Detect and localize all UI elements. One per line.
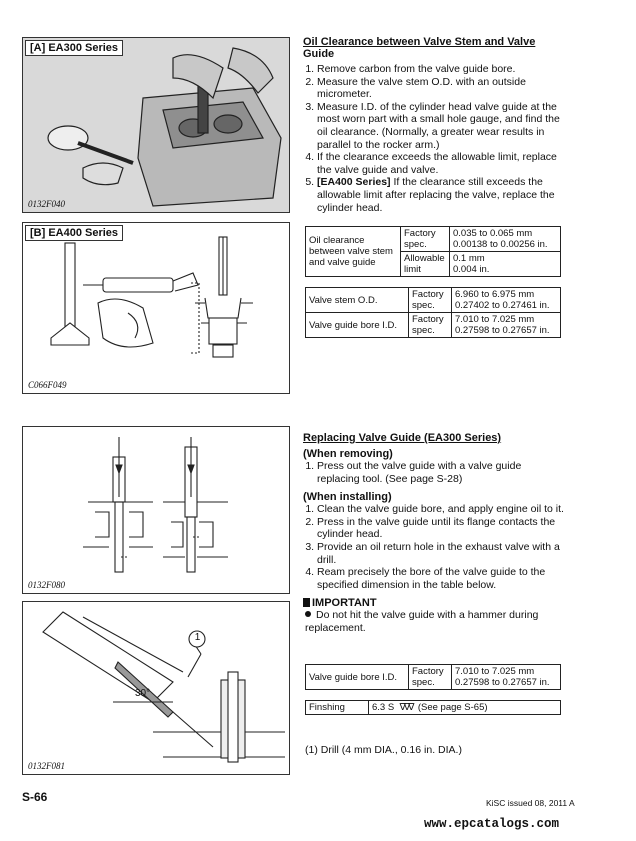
factory-value-mm: 0.035 to 0.065 mm [453,228,533,239]
allowable-value-in: 0.004 in. [453,264,490,275]
removing-steps [303,460,565,485]
ream-bore-value [452,665,561,690]
figure-b-illustration [23,223,289,393]
stem-guide-table [305,287,561,338]
figure-c-code: 0132F080 [28,580,65,590]
stem-od-value [452,288,561,313]
figure-a-code: 0132F040 [28,199,65,209]
oil-clearance-section [303,36,565,214]
figure-a-illustration [23,38,289,212]
stem-od-spec: Factory spec. [409,288,452,313]
finishing-label: Finshing [306,701,369,715]
ream-spec-table [305,664,561,690]
finishing-value-cell [369,701,561,715]
ream-bore-in: 0.27598 to 0.27657 in. [455,677,550,688]
removing-step: 1. Press out the valve guide with a valve guide replacing tool. (See page S-28) [317,460,565,485]
stem-od-in: 0.27402 to 0.27461 in. [455,300,550,311]
figure-d-illustration [23,602,289,774]
finishing-value: 6.3 S [372,702,395,713]
bullet-icon [305,611,311,617]
ream-bore-mm: 7.010 to 7.025 mm [455,666,535,677]
issued-label: KiSC issued 08, 2011 A [486,798,575,808]
guide-bore-in: 0.27598 to 0.27657 in. [455,325,550,336]
important-label: IMPORTANT [312,597,377,610]
oil-clearance-table [305,226,561,277]
figure-d-code: 0132F081 [28,761,65,771]
drill-angle-label: 30° [135,688,151,699]
figure-c-valve-guide-replace [22,426,290,594]
figure-a-ea300 [22,37,290,213]
installing-step: 2. Press in the valve guide until its flange contacts the cylinder head. [317,516,565,541]
figure-b-code: C066F049 [28,380,67,390]
oil-title-line1: Oil Clearance between Valve Stem and Valve [303,36,536,48]
factory-spec-value [450,227,561,252]
oil-step: 2. Measure the valve stem O.D. with an outside micrometer. [317,76,565,101]
website-watermark: www.epcatalogs.com [424,817,560,831]
figure-c-illustration [23,427,289,593]
installing-heading: (When installing) [303,491,392,504]
drill-note: (1) Drill (4 mm DIA., 0.16 in. DIA.) [305,744,462,756]
guide-bore-spec: Factory spec. [409,313,452,338]
allowable-value-mm: 0.1 mm [453,253,485,264]
installing-step: 3. Provide an oil return hole in the exhaust valve with a drill. [317,541,565,566]
installing-step: 1. Clean the valve guide bore, and apply engine oil to it. [317,503,565,516]
ream-bore-spec: Factory spec. [409,665,452,690]
replace-guide-section [303,432,565,635]
guide-bore-value [452,313,561,338]
stem-od-label: Valve stem O.D. [306,288,409,313]
surface-finish-symbol-icon: ∇∇∇ [399,702,413,713]
important-note-text: Do not hit the valve guide with a hammer during replacement. [305,609,539,634]
oil-step5-bold: [EA400 Series] [317,176,391,189]
oil-steps-list [303,63,565,214]
page-number: S-66 [22,790,48,804]
oil-step: 4. If the clearance exceeds the allowable limit, replace the valve guide and valve. [317,151,565,176]
stem-od-mm: 6.960 to 6.975 mm [455,289,535,300]
drill-callout-label: 1 [194,632,201,643]
oil-step [317,176,565,214]
allowable-limit-value [450,252,561,277]
figure-b-tag: [B] EA400 Series [25,225,123,241]
figure-b-ea400 [22,222,290,394]
guide-bore-label: Valve guide bore I.D. [306,313,409,338]
oil-clearance-label: Oil clearance between valve stem and valve guide [306,227,401,277]
factory-value-in: 0.00138 to 0.00256 in. [453,239,548,250]
oil-step5-text: If the clearance still exceeds the allowable limit after replacing the valve, replace the cylinder head. [317,176,555,214]
replace-title: Replacing Valve Guide (EA300 Series) [303,432,502,444]
important-marker-icon [303,598,310,607]
guide-bore-mm: 7.010 to 7.025 mm [455,314,535,325]
factory-spec-label: Factory spec. [401,227,450,252]
installing-step: 4. Ream precisely the bore of the valve guide to the specified dimension in the table below. [317,566,565,591]
important-heading [303,597,565,609]
figure-d-drill [22,601,290,775]
finishing-table [305,700,561,715]
figure-a-tag: [A] EA300 Series [25,40,123,56]
oil-title-line2: Guide [303,48,335,60]
important-note [303,609,565,634]
installing-steps [303,503,565,591]
removing-heading: (When removing) [303,448,393,460]
oil-step: 1. Remove carbon from the valve guide bore. [317,63,565,76]
ream-bore-label: Valve guide bore I.D. [306,665,409,690]
allowable-limit-label: Allowable limit [401,252,450,277]
oil-step: 3. Measure I.D. of the cylinder head valve guide at the most worn part with a small hole gauge, and find the oil clearance. (Normally, a greater wear results in parallel to the rocker arm.) [317,101,565,151]
finishing-ref: (See page S-65) [417,702,488,713]
